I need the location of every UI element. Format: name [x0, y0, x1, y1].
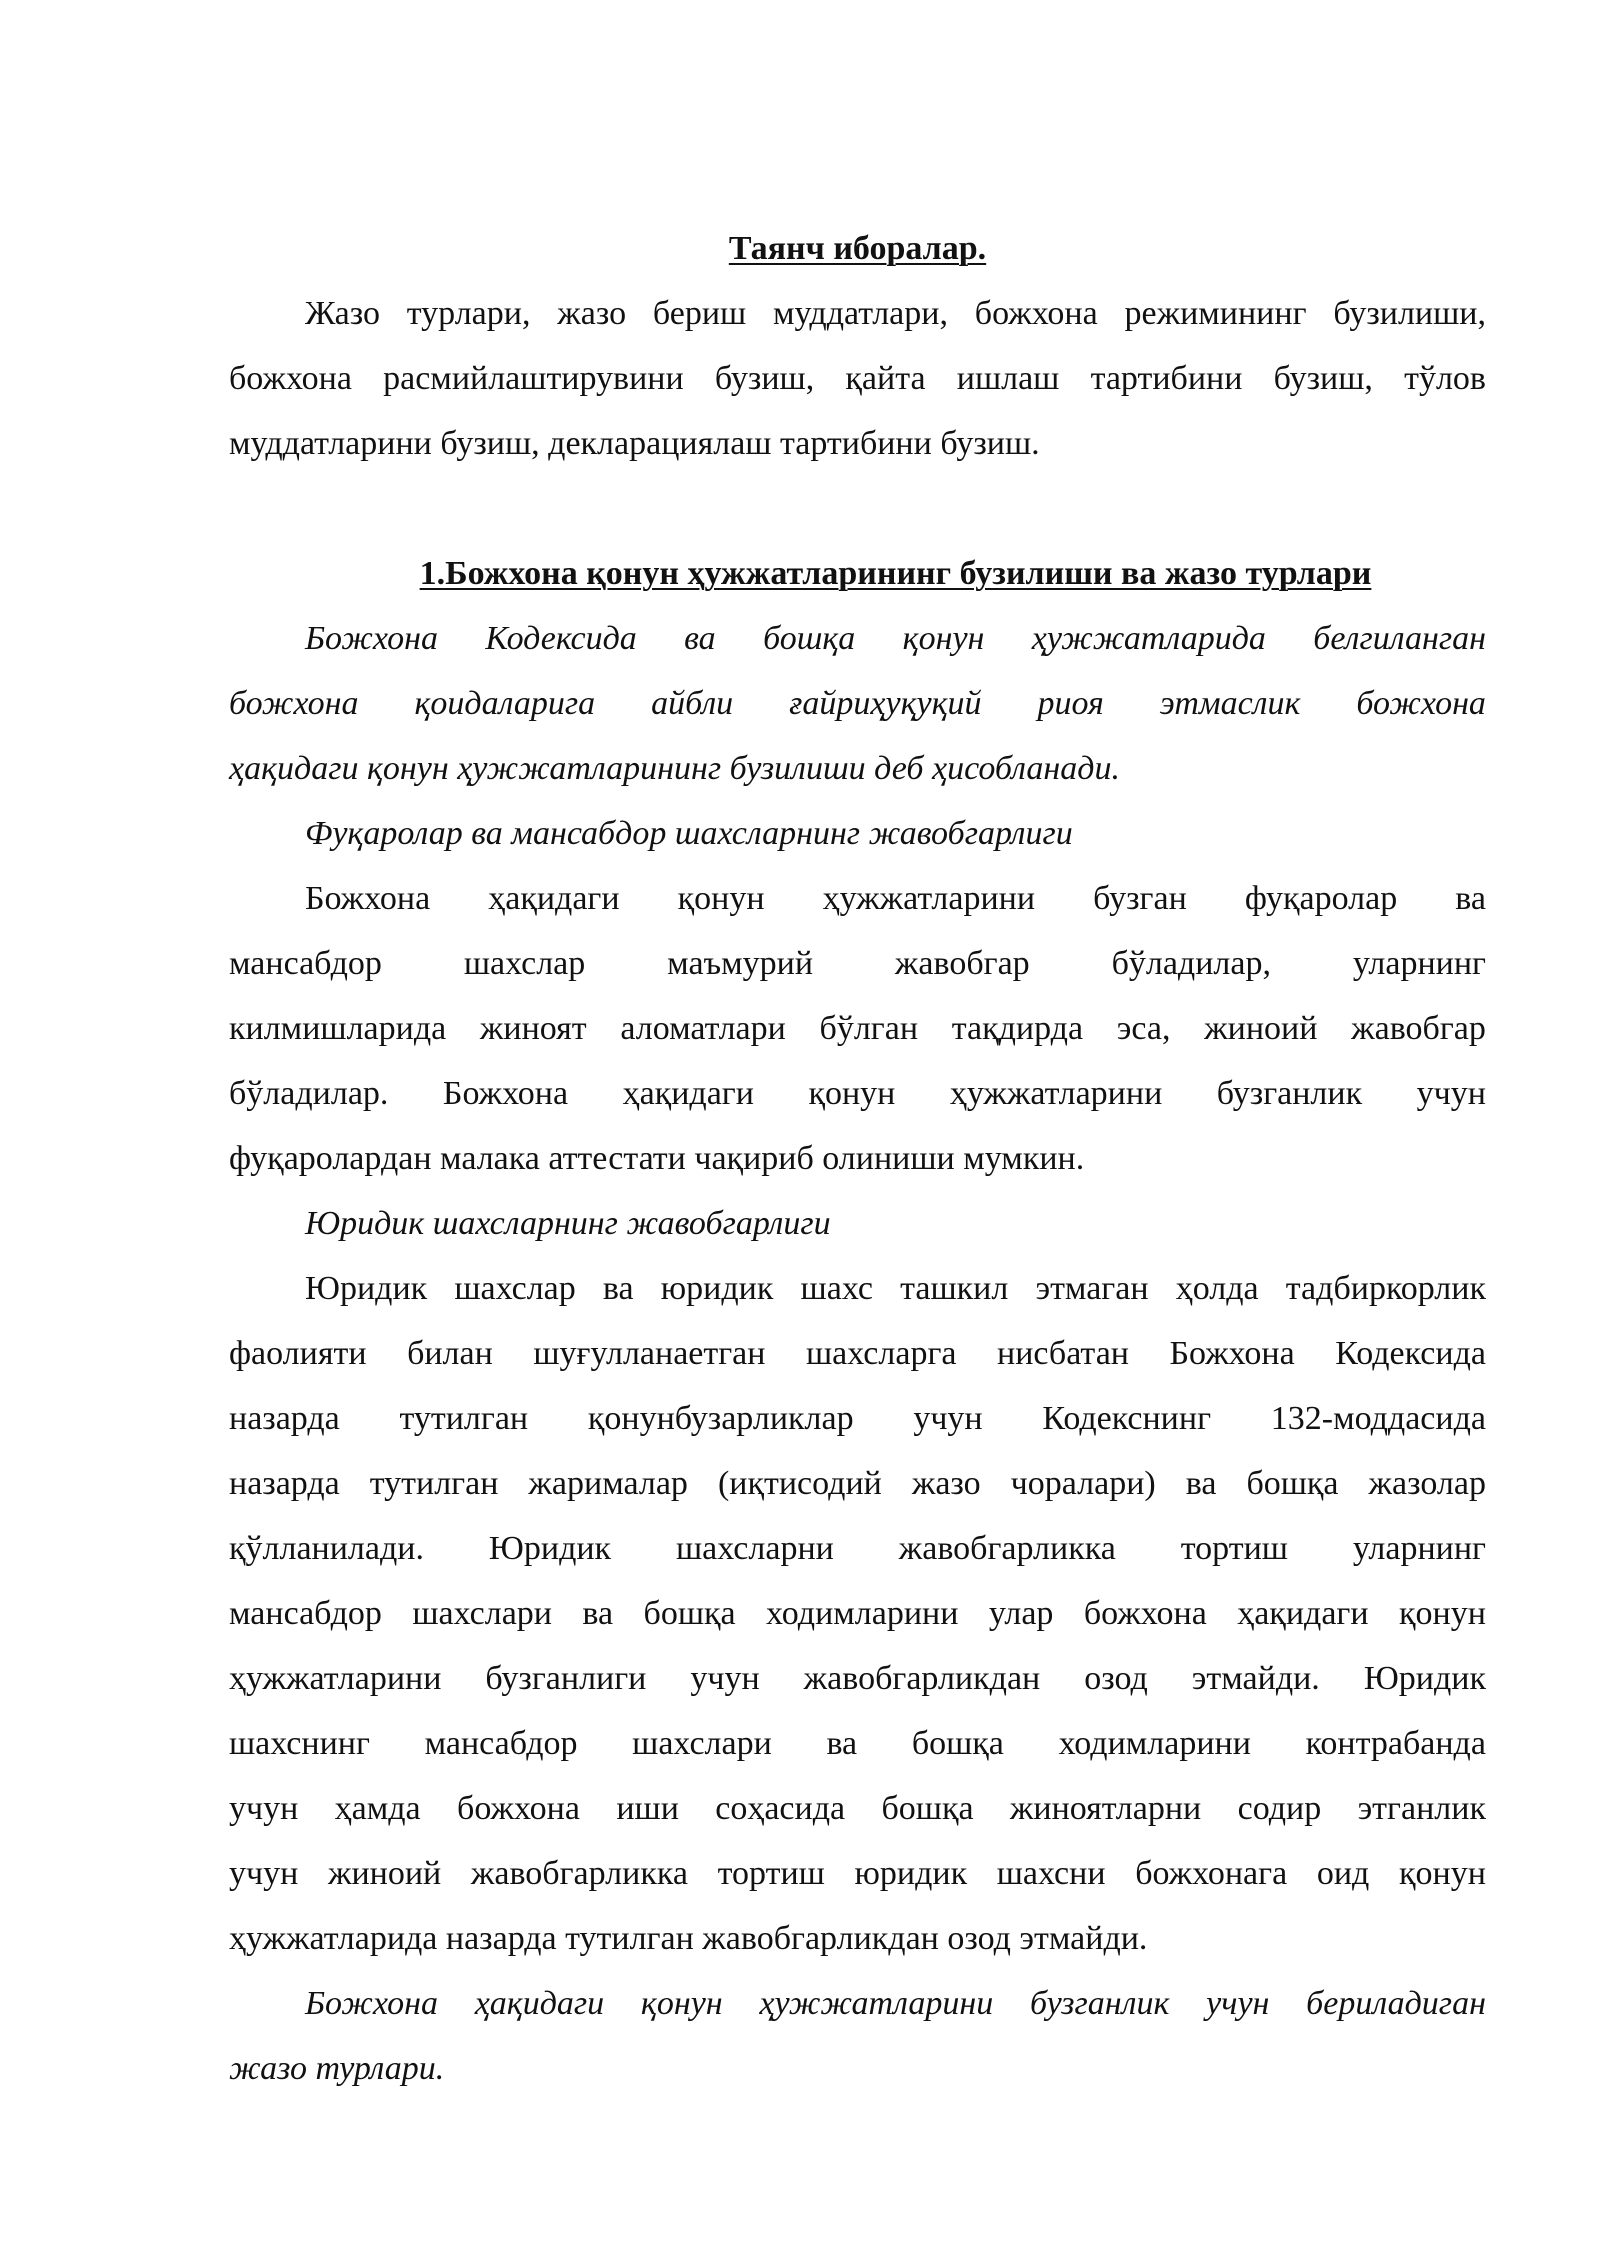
word: контрабанда	[1305, 1725, 1486, 1762]
word: шахсларни	[676, 1530, 834, 1567]
word: учун	[690, 1660, 760, 1697]
legal-line	[229, 1841, 1486, 1906]
word: учун	[229, 1855, 299, 1892]
word: назарда	[229, 1400, 340, 1437]
word: Божхона	[305, 620, 438, 657]
word: чоралари)	[1010, 1465, 1156, 1502]
word: бузганлик	[1029, 1985, 1170, 2022]
word: бузиш,	[714, 360, 815, 397]
word: ҳақидаги	[1237, 1595, 1369, 1632]
word: уларнинг	[1352, 945, 1486, 982]
citizens-line	[229, 931, 1486, 996]
word: назарда	[229, 1465, 340, 1502]
word: бошқа	[1246, 1465, 1339, 1502]
word: уларнинг	[1352, 1530, 1486, 1567]
word: озод	[1084, 1660, 1148, 1697]
word: оид	[1316, 1855, 1370, 1892]
word: бузилиши,	[1333, 295, 1486, 332]
word: қонун	[1398, 1855, 1486, 1892]
citizens-line: фуқаролардан малака аттестати чақириб олиниши мумкин.	[229, 1140, 1085, 1177]
word: божхона	[1356, 685, 1486, 722]
word: Божхона	[305, 880, 431, 917]
word: шахсларга	[806, 1335, 957, 1372]
word: тақдирда	[951, 1010, 1084, 1047]
citizens-line	[229, 996, 1486, 1061]
word: айбли	[651, 685, 734, 722]
word: қонун	[808, 1075, 896, 1112]
word: мансабдор	[424, 1725, 578, 1762]
word: бузган	[1093, 880, 1187, 917]
word: жазо	[911, 1465, 981, 1502]
word: божхона	[457, 1790, 580, 1827]
word: ва	[582, 1595, 614, 1632]
word: муддатлари,	[773, 295, 948, 332]
key-phrases-line	[229, 346, 1486, 411]
document-page	[229, 216, 1486, 2101]
word: жавобгарликка	[470, 1855, 688, 1892]
word: килмишларида	[229, 1010, 447, 1047]
word: ишлаш	[956, 360, 1060, 397]
word: Юридик	[1363, 1660, 1486, 1697]
legal-line	[229, 1451, 1486, 1516]
legal-line	[229, 1776, 1486, 1841]
word: белгиланган	[1313, 620, 1486, 657]
word: фуқаролар	[1244, 880, 1398, 917]
definition-line	[229, 606, 1486, 671]
word: Божхона	[1169, 1335, 1295, 1372]
word: риоя	[1037, 685, 1104, 722]
word: қонун	[640, 1985, 723, 2022]
section-heading-line	[229, 541, 1486, 606]
word: жиноятларни	[1009, 1790, 1202, 1827]
word: бўладилар,	[1111, 945, 1271, 982]
word: бошқа	[643, 1595, 736, 1632]
penalty-types-line: жазо турлари.	[229, 2050, 445, 2087]
word: шахслари	[632, 1725, 772, 1762]
word: бўладилар.	[229, 1075, 389, 1112]
word: ҳужжатларини	[822, 880, 1036, 917]
word: қонун	[1398, 1595, 1486, 1632]
word: тортиш	[1180, 1530, 1288, 1567]
word: ҳужжатларини	[759, 1985, 994, 2022]
spacer	[229, 476, 1486, 541]
word: мансабдор	[229, 945, 382, 982]
word: ходимларини	[1058, 1725, 1251, 1762]
word: юридик	[660, 1270, 774, 1307]
word: бериладиган	[1306, 1985, 1486, 2022]
word: тутилган	[369, 1465, 499, 1502]
word: бузганлиги	[485, 1660, 647, 1697]
legal-line: ҳужжатларида назарда тутилган жавобгарликдан озод этмайди.	[229, 1920, 1148, 1957]
word: ва	[1455, 880, 1486, 917]
penalty-types-line	[229, 1971, 1486, 2036]
word: этганлик	[1357, 1790, 1486, 1827]
word: шахснинг	[229, 1725, 370, 1762]
word: шахслари	[412, 1595, 552, 1632]
word: қайта	[845, 360, 926, 397]
legal-line	[229, 1256, 1486, 1321]
word: қонун	[677, 880, 765, 917]
word: бузиш,	[1273, 360, 1373, 397]
word: ҳамда	[334, 1790, 421, 1827]
word: ҳужжатларини	[949, 1075, 1163, 1112]
word: юридик	[854, 1855, 968, 1892]
word: қонунбузарликлар	[587, 1400, 854, 1437]
legal-line	[229, 1386, 1486, 1451]
word: божхона	[229, 685, 359, 722]
word: бериш	[652, 295, 747, 332]
word: бузганлик	[1216, 1075, 1363, 1112]
word: нисбатан	[997, 1335, 1129, 1372]
word: шахс	[800, 1270, 873, 1307]
word: улар	[988, 1595, 1054, 1632]
word: турлари,	[406, 295, 531, 332]
word: божхона	[229, 360, 352, 397]
word: божхона	[1083, 1595, 1207, 1632]
word: ва	[684, 620, 716, 657]
word: жиноят	[479, 1010, 587, 1047]
word: иши	[616, 1790, 679, 1827]
legal-line	[229, 1711, 1486, 1776]
word: шахслар	[463, 945, 586, 982]
key-phrases-heading-line	[229, 216, 1486, 281]
key-phrases-heading: Таянч иборалар.	[728, 230, 987, 267]
word: жазо	[557, 295, 627, 332]
word: учун	[913, 1400, 983, 1437]
word: учун	[1206, 1985, 1270, 2022]
word: этмайди.	[1191, 1660, 1320, 1697]
word: ҳолда	[1175, 1270, 1259, 1307]
key-phrases-line: муддатларини бузиш, декларациялаш тартибини бузиш.	[229, 425, 1040, 462]
legal-line	[229, 1516, 1486, 1581]
word: 132-моддасида	[1270, 1400, 1486, 1437]
word: бошқа	[911, 1725, 1004, 1762]
word: эса,	[1116, 1010, 1171, 1047]
word: Юридик	[305, 1270, 428, 1307]
word: ҳақидаги	[474, 1985, 605, 2022]
word: соҳасида	[715, 1790, 846, 1827]
word: жавобгар	[894, 945, 1030, 982]
word: билан	[407, 1335, 493, 1372]
word: шуғулланаетган	[533, 1335, 766, 1372]
word: (иқтисодий	[717, 1465, 882, 1502]
word: расмийлаштирувини	[383, 360, 684, 397]
word: ғайриҳуқуқий	[789, 685, 982, 722]
word: шахсни	[996, 1855, 1106, 1892]
word: ҳужжатларини	[229, 1660, 442, 1697]
word: жиноий	[327, 1855, 442, 1892]
word: учун	[1416, 1075, 1486, 1112]
word: учун	[229, 1790, 299, 1827]
word: ҳужжатларида	[1031, 620, 1266, 657]
word: этмаслик	[1159, 685, 1301, 722]
word: ҳақидаги	[622, 1075, 754, 1112]
word: режимининг	[1124, 295, 1307, 332]
word: тартибини	[1090, 360, 1243, 397]
word: қўлланилади.	[229, 1530, 424, 1567]
word: тадбиркорлик	[1285, 1270, 1486, 1307]
section-heading: 1.Божхона қонун ҳужжатларининг бузилиши ва жазо турлари	[419, 555, 1372, 592]
word: ва	[602, 1270, 634, 1307]
word: Божхона	[442, 1075, 569, 1112]
word: қоидаларига	[414, 685, 596, 722]
word: қонун	[902, 620, 985, 657]
word: божхона	[974, 295, 1098, 332]
word: маъмурий	[667, 945, 814, 982]
word: Божхона	[305, 1985, 438, 2022]
citizens-line	[229, 1061, 1486, 1126]
word: божхонага	[1135, 1855, 1288, 1892]
word: аломатлари	[620, 1010, 786, 1047]
word: Кодекснинг	[1042, 1400, 1212, 1437]
word: шахслар	[454, 1270, 576, 1307]
word: бўлган	[819, 1010, 919, 1047]
word: жавобгарликдан	[803, 1660, 1041, 1697]
word: Жазо	[305, 295, 380, 332]
citizens-subheading: Фуқаролар ва мансабдор шахсларнинг жавобгарлиги	[305, 815, 1073, 852]
key-phrases-line	[229, 281, 1486, 346]
legal-line	[229, 1646, 1486, 1711]
word: этмаган	[1035, 1270, 1149, 1307]
word: жарималар	[528, 1465, 688, 1502]
citizens-line	[229, 866, 1486, 931]
word: жазолар	[1368, 1465, 1486, 1502]
word: жиноий	[1204, 1010, 1318, 1047]
word: тўлов	[1404, 360, 1486, 397]
word: Кодексида	[485, 620, 637, 657]
word: ташкил	[900, 1270, 1009, 1307]
word: фаолияти	[229, 1335, 367, 1372]
legal-line	[229, 1581, 1486, 1646]
word: жавобгар	[1351, 1010, 1486, 1047]
definition-line	[229, 671, 1486, 736]
legal-line	[229, 1321, 1486, 1386]
word: ва	[1185, 1465, 1217, 1502]
word: Юридик	[488, 1530, 612, 1567]
word: жавобгарликка	[898, 1530, 1116, 1567]
word: ҳақидаги	[488, 880, 620, 917]
word: ва	[826, 1725, 858, 1762]
word: тортиш	[717, 1855, 825, 1892]
word: тутилган	[399, 1400, 529, 1437]
definition-line: ҳақидаги қонун ҳужжатларининг бузилиши деб ҳисобланади.	[229, 750, 1120, 787]
word: содир	[1237, 1790, 1322, 1827]
word: бошқа	[763, 620, 856, 657]
word: бошқа	[881, 1790, 974, 1827]
word: мансабдор	[229, 1595, 382, 1632]
word: Кодексида	[1335, 1335, 1486, 1372]
legal-subheading: Юридик шахсларнинг жавобгарлиги	[305, 1205, 831, 1242]
word: ходимларини	[766, 1595, 959, 1632]
